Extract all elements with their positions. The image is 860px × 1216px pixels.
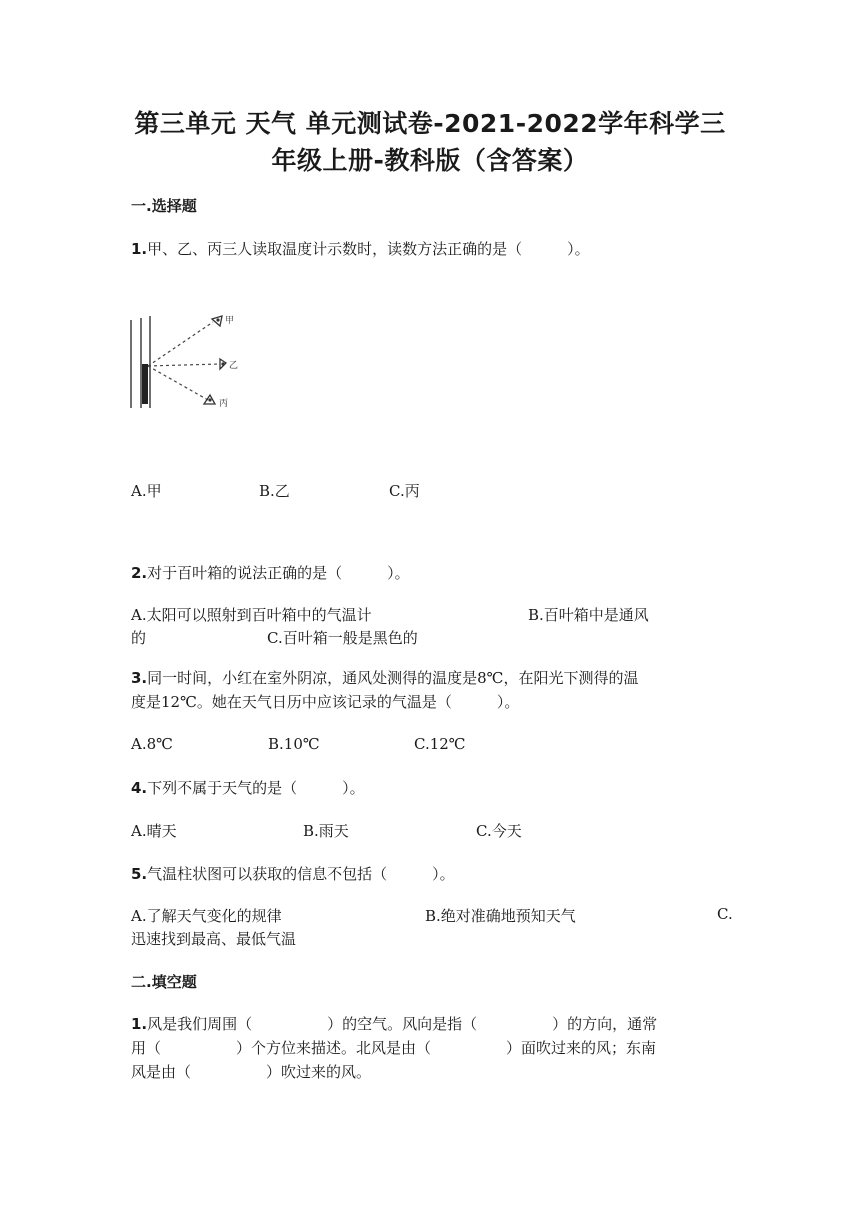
question-5: [131, 862, 731, 886]
question-text: 下列不属于天气的是（ ）。: [147, 779, 365, 797]
question-text: 同一时间，小红在室外阴凉，通风处测得的温度是8℃，在阳光下测得的温: [147, 669, 639, 687]
question-text: 风是我们周围（ ）的空气。风向是指（ ）的方向，通常: [147, 1015, 658, 1033]
option-a: A.太阳可以照射到百叶箱中的气温计: [131, 606, 372, 624]
thermometer-reading-figure: [128, 312, 240, 412]
option-c: C.丙: [389, 482, 420, 500]
option-c: C.今天: [476, 822, 522, 840]
question-number: 5.: [131, 865, 148, 883]
figure-label-bing: 丙: [219, 399, 229, 409]
question-number: 3.: [131, 669, 148, 687]
option-b: B.百叶箱中是通风: [528, 606, 649, 624]
figure-label-jia: 甲: [225, 316, 235, 326]
question-number: 4.: [131, 779, 148, 797]
question-3: [131, 666, 741, 714]
eye-icon-yi: [220, 359, 226, 369]
option-c: C.: [717, 905, 733, 923]
option-b: B.10℃: [268, 735, 320, 753]
option-a: A.8℃: [131, 735, 173, 753]
question-text-line-3: 风是由（ ）吹过来的风。: [131, 1063, 372, 1081]
section-heading-fill-in: 二.填空题: [131, 973, 197, 991]
option-a: A.了解天气变化的规律: [131, 907, 282, 925]
option-a: A.甲: [131, 482, 162, 500]
option-b-continued: 的: [131, 629, 147, 647]
option-b: B.乙: [259, 482, 290, 500]
document-title-line-1: 第三单元 天气 单元测试卷-2021-2022学年科学三: [134, 109, 726, 138]
question-text: 对于百叶箱的说法正确的是（ ）。: [147, 564, 410, 582]
question-text: 甲、乙、丙三人读取温度计示数时，读数方法正确的是（ ）。: [147, 240, 590, 258]
question-number: 1.: [131, 1015, 148, 1033]
question-4: [131, 776, 731, 800]
section-heading-choice: 一.选择题: [131, 197, 197, 215]
question-text-continued: 度是12℃。她在天气日历中应该记录的气温是（ ）。: [131, 693, 520, 711]
figure-label-yi: 乙: [229, 361, 239, 371]
eye-icon-bing: [204, 395, 215, 404]
question-number: 2.: [131, 564, 148, 582]
eye-icon-jia: [212, 316, 222, 326]
option-c-continued: 迅速找到最高、最低气温: [131, 930, 297, 948]
option-b: B.绝对准确地预知天气: [425, 907, 576, 925]
question-2: [131, 561, 731, 585]
option-b: B.雨天: [303, 822, 349, 840]
question-text-line-2: 用（ ）个方位来描述。北风是由（ ）面吹过来的风；东南: [131, 1039, 657, 1057]
document-title-line-2: 年级上册-教科版（含答案）: [271, 146, 589, 175]
question-text: 气温柱状图可以获取的信息不包括（ ）。: [147, 865, 455, 883]
option-c: C.12℃: [414, 735, 466, 753]
fill-question-1: [131, 1012, 751, 1084]
option-a: A.晴天: [131, 822, 177, 840]
question-number: 1.: [131, 240, 148, 258]
question-1: [131, 237, 731, 261]
option-c: C.百叶箱一般是黑色的: [267, 629, 418, 647]
